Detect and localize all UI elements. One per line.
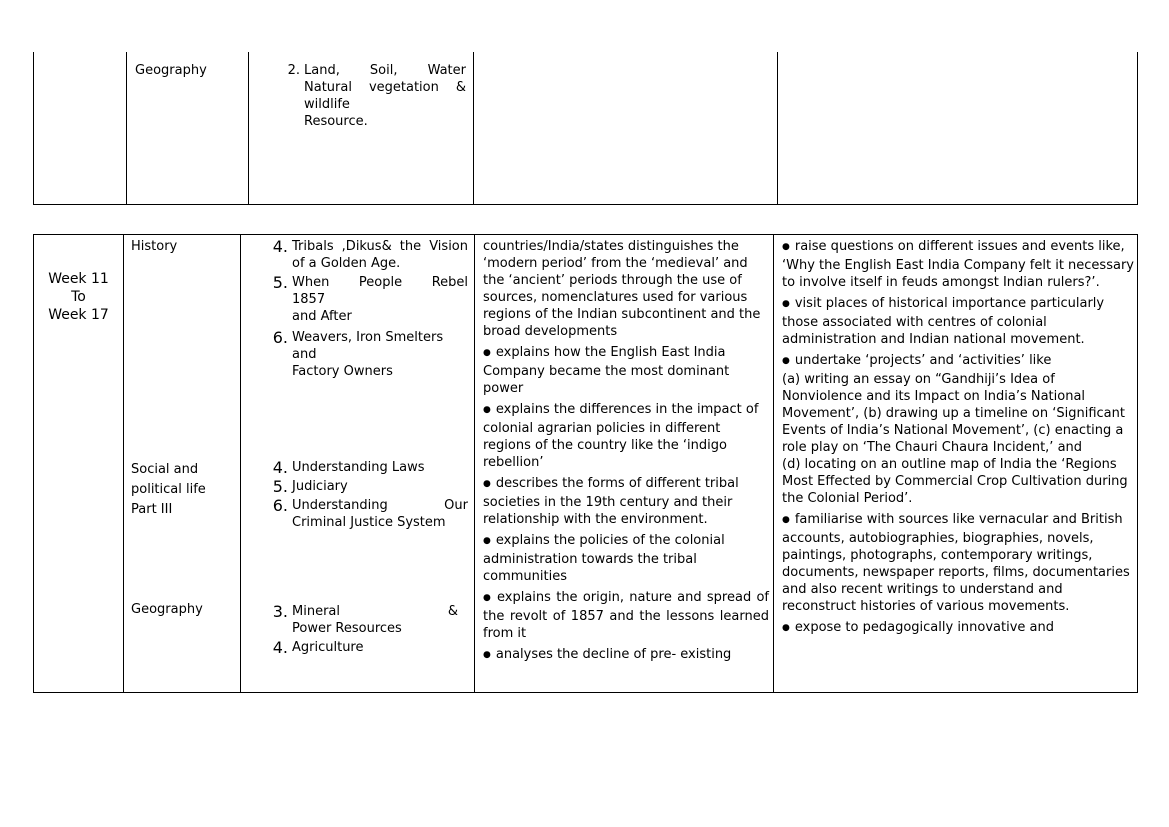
outcome-item: ● explains how the English East India Company became the most dominant power <box>483 344 769 397</box>
history-topics <box>268 238 468 380</box>
top-table <box>33 52 1138 205</box>
subject-geography: Geography <box>131 602 203 617</box>
week-to: To <box>71 289 86 305</box>
activity-item: ● visit places of historical importance particularly those associated with centres of colonial administration and Indian national movement. <box>782 295 1134 348</box>
topic-item: 6. Understanding Our Criminal Justice System <box>272 496 468 530</box>
top-topic-line: wildlife <box>304 97 350 112</box>
civics-topics <box>268 459 468 531</box>
outcome-item: ● explains the origin, nature and spread of the revolt of 1857 and the lessons learned from it <box>483 589 769 642</box>
week-end: Week 17 <box>48 307 109 323</box>
outcome-item: countries/India/states distinguishes the ‘modern period’ from the ‘medieval’ and the ‘ancient’ periods through the use of sources, nomenclatures used for various regions of the Indian subcontinent and the broad developments <box>483 239 761 339</box>
topic-item: 5. Judiciary <box>272 477 348 496</box>
top-topic-line: Land, Soil, Water <box>304 63 466 78</box>
top-topic-number: 2. <box>287 63 300 78</box>
main-table <box>33 234 1138 693</box>
outcome-item: ● describes the forms of different tribal societies in the 19th century and their relationship with the environment. <box>483 475 769 528</box>
outcome-item: ● explains the differences in the impact of colonial agrarian policies in different regions of the country like the ‘indigo rebellion’ <box>483 401 769 471</box>
week-range <box>34 270 123 324</box>
activity-item: ● raise questions on different issues and events like, ‘Why the English East India Company felt it necessary to involve itself in feuds amongst Indian rulers?’. <box>782 238 1134 291</box>
activity-item: ● undertake ‘projects’ and ‘activities’ like <box>782 352 1134 371</box>
activity-item: ● expose to pedagogically innovative and <box>782 619 1134 638</box>
outcome-item: ● analyses the decline of pre- existing <box>483 646 769 665</box>
top-topic-line: Natural vegetation & <box>304 80 466 95</box>
top-topic-line: Resource. <box>304 114 368 129</box>
topic-item: 4. Tribals ,Dikus& the Vision of a Golden Age. <box>272 237 468 271</box>
topic-item: 4. Understanding Laws <box>272 458 425 477</box>
topic-item: 4. Agriculture <box>272 638 364 657</box>
subject-civics: Social and political life Part III <box>131 462 206 517</box>
topic-item: 3. Mineral & Power Resources <box>272 602 458 636</box>
topic-item: 6. Weavers, Iron Smelters and Factory Owners <box>272 328 444 379</box>
subject-history: History <box>131 239 178 254</box>
activity-item: (d) locating on an outline map of India the ‘Regions Most Effected by Commercial Crop Cultivation during the Colonial Period’. <box>782 457 1128 506</box>
outcome-item: ● explains the policies of the colonial administration towards the tribal communities <box>483 532 769 585</box>
week-start: Week 11 <box>48 271 109 287</box>
top-subject: Geography <box>135 63 207 78</box>
topic-item: 5. When People Rebel 1857 and After <box>272 273 468 324</box>
activity-item: (a) writing an essay on “Gandhiji’s Idea of Nonviolence and its Impact on India’s National Movement’, (b) drawing up a timeline on ‘Significant Events of India’s National Movement’, (c) enacting a role play on ‘The Chauri Chaura Incident,’ and <box>782 372 1125 455</box>
learning-outcomes <box>483 238 769 669</box>
activities <box>782 238 1134 642</box>
activity-item: ● familiarise with sources like vernacular and British accounts, autobiographies, biographies, novels, paintings, photographs, contemporary writings, documents, newspaper reports, films, documentaries and also recent writings to understand and reconstruct histories of various movements. <box>782 511 1134 615</box>
top-topic <box>280 62 466 130</box>
geography-topics <box>268 603 468 656</box>
